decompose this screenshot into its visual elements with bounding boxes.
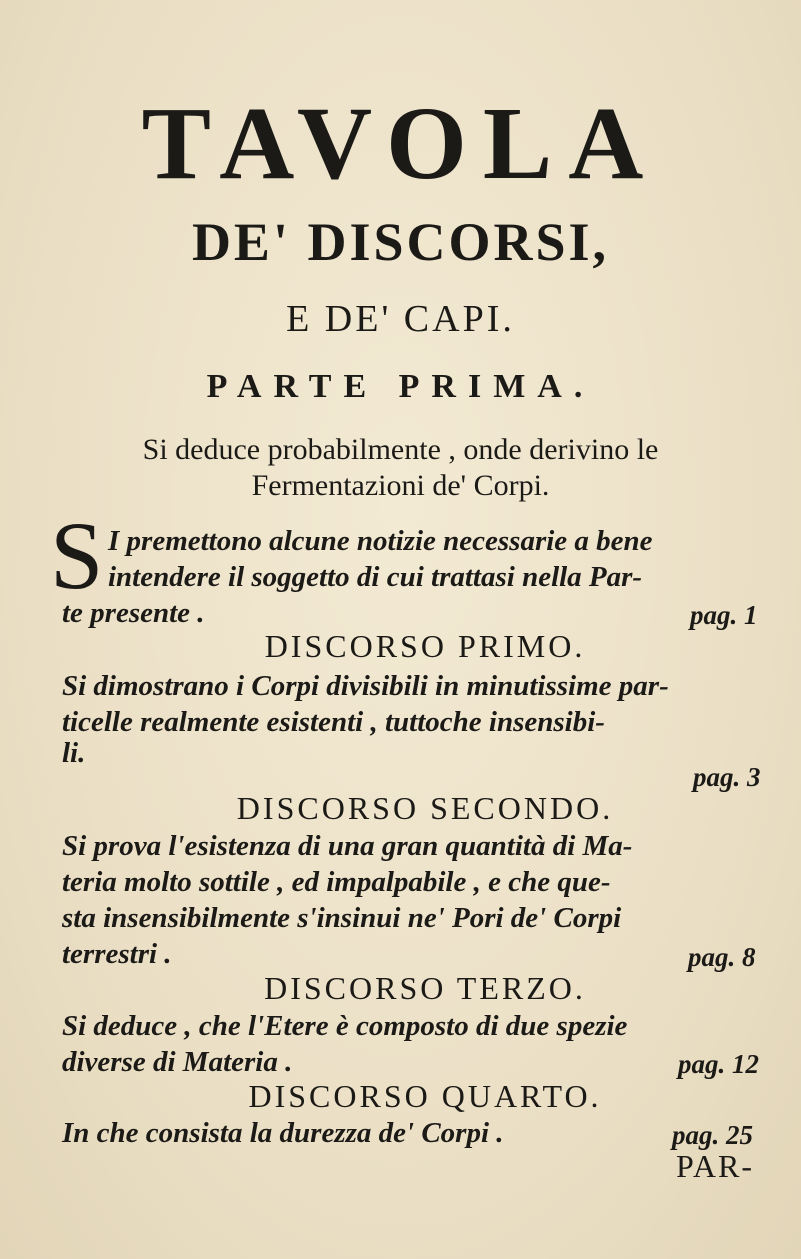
discorso-heading: DISCORSO TERZO. <box>264 970 586 1006</box>
discorso-heading: DISCORSO PRIMO. <box>264 628 586 664</box>
discorso-entry <box>62 1115 762 1151</box>
entry-line: te presente . <box>62 597 205 629</box>
page-ref: pag. 1 <box>690 600 758 630</box>
entry-line: sta insensibilmente s'insinui ne' Pori de' Corpi <box>62 902 622 934</box>
entry-line: diverse di Materia . <box>62 1046 293 1078</box>
discorso-heading: DISCORSO SECONDO. <box>236 790 614 826</box>
entry-line: Si dimostrano i Corpi divisibili in minutissime par- <box>62 670 669 702</box>
preface-entry <box>108 523 768 595</box>
drop-cap: S <box>50 502 104 609</box>
preface-entry-cont <box>62 595 762 631</box>
part-heading: PARTE PRIMA. <box>206 368 595 405</box>
entry-line: In che consista la durezza de' Corpi . <box>62 1117 504 1149</box>
entry-line: Si deduce , che l'Etere è composto di due spezie <box>62 1010 628 1042</box>
entry-line: terrestri . <box>62 938 172 970</box>
catchword: PAR- <box>676 1148 754 1184</box>
page-ref: pag. 12 <box>678 1049 759 1079</box>
entry-line: Si prova l'esistenza di una gran quantità di Ma- <box>62 830 633 862</box>
entry-line: ticelle realmente esistenti , tuttoche insensibi- <box>62 706 605 738</box>
discorso-heading: DISCORSO QUARTO. <box>248 1078 602 1114</box>
page-subtitle: DE' DISCORSI, <box>191 212 610 272</box>
part-summary <box>0 432 801 504</box>
part-summary-line: Fermentazioni de' Corpi. <box>251 469 550 502</box>
entry-line: intendere il soggetto di cui trattasi nella Par- <box>108 561 643 593</box>
discorso-entry <box>62 828 762 972</box>
part-summary-line: Si deduce probabilmente , onde derivino le <box>142 433 659 466</box>
discorso-entry <box>62 1008 762 1080</box>
page-subsubtitle: E DE' CAPI. <box>286 298 515 340</box>
page-title: TAVOLA <box>141 86 660 201</box>
discorso-entry <box>62 668 762 769</box>
entry-line: teria molto sottile , ed impalpabile , e che que- <box>62 866 611 898</box>
page-ref: pag. 8 <box>688 942 756 972</box>
page-ref: pag. 25 <box>672 1120 753 1150</box>
page-ref: pag. 3 <box>693 762 761 792</box>
entry-line: li. <box>62 737 86 769</box>
entry-line: I premettono alcune notizie necessarie a bene <box>108 525 653 557</box>
